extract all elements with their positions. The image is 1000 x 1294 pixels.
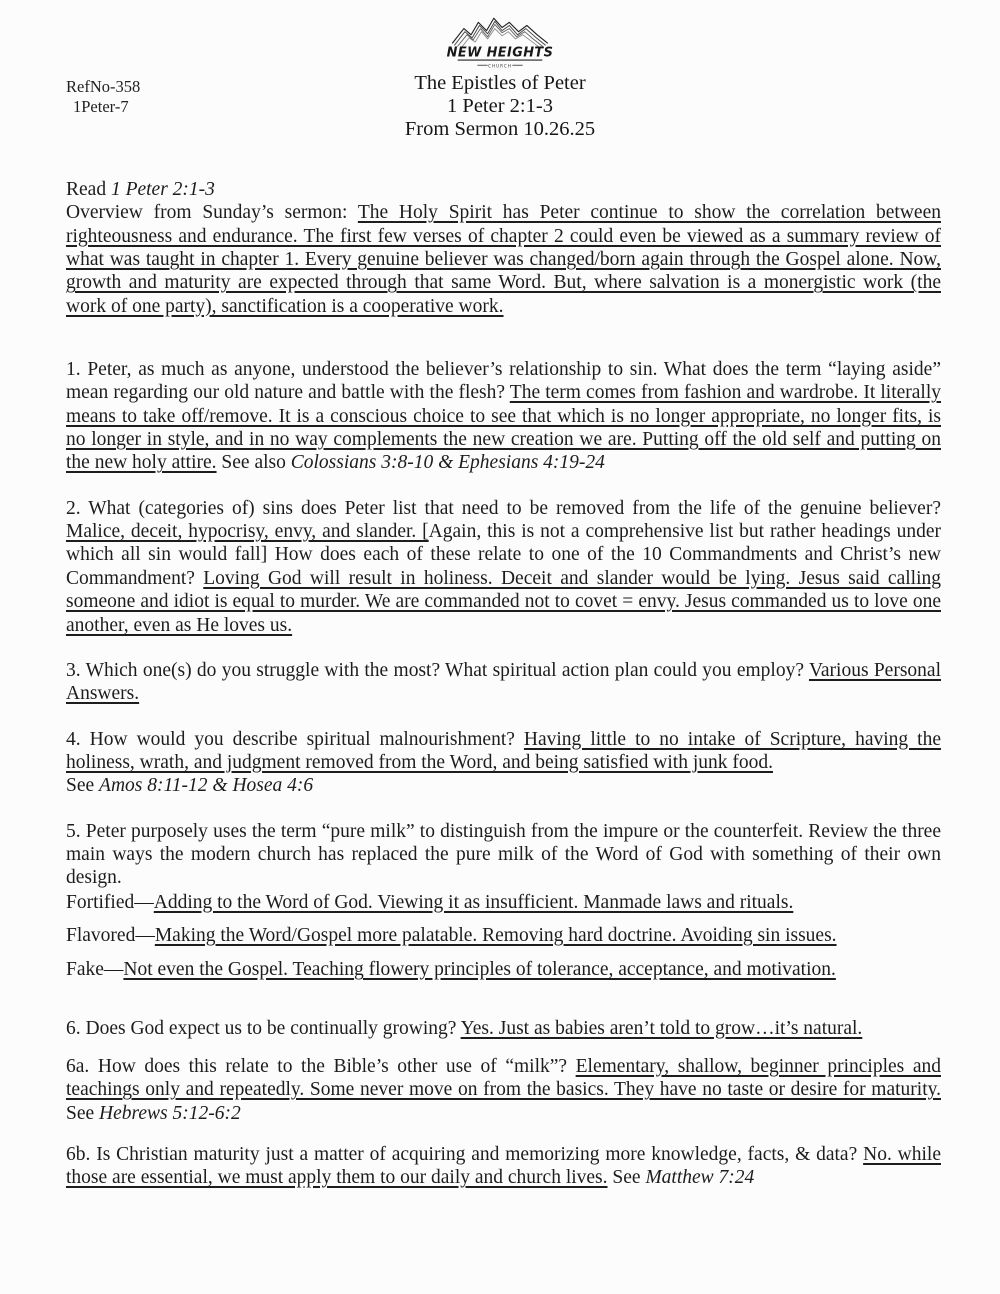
text-run: Yes. Just as babies aren’t told to grow…it’s natural. — [460, 1017, 863, 1039]
text-run: Flavored— — [66, 924, 155, 946]
text-run: Fortified— — [66, 891, 154, 913]
text-run: See — [66, 1102, 100, 1124]
question-6 — [66, 1017, 941, 1040]
text-run: Read — [66, 179, 111, 200]
text-run: The Holy Spirit has Peter continue to show the correlation between righteousness and endurance. The first few verses of chapter 2 could even be viewed as a summary review of what was taught in chapter 1. Every genuine believer was changed/born again through the Gospel alone. Now, growth and maturity are expected through that same Word. But, where salvation is a monergistic work (the work of one party), sanctification is a cooperative work. — [66, 202, 941, 317]
question-3 — [66, 659, 941, 706]
answer-fake — [66, 958, 941, 981]
document-title — [0, 72, 1000, 141]
overview-paragraph — [66, 201, 941, 318]
logo-wordmark: NEW HEIGHTS — [446, 45, 554, 61]
text-run: 6. Does God expect us to be continually growing? — [66, 1017, 461, 1039]
text-run: See — [66, 775, 100, 797]
question-2 — [66, 497, 941, 637]
text-run: Matthew 7:24 — [645, 1167, 755, 1189]
text-run: See — [607, 1167, 646, 1189]
ref-series: 1Peter-7 — [73, 97, 129, 116]
text-run: Having little to no intake of Scripture, having the holiness, wrath, and judgment removed from the Word, and being satisfied with junk food. — [66, 728, 941, 773]
question-5 — [66, 820, 941, 890]
text-run: 1. Peter, as much as anyone, understood the believer’s relationship to sin. What does the term “laying aside” mean regarding our old nature and battle with the flesh? — [66, 359, 941, 404]
text-run: Not even the Gospel. Teaching flowery principles of tolerance, acceptance, and motivation. — [123, 959, 836, 981]
document-body — [0, 141, 1000, 1190]
text-run: No. while those are essential, we must apply them to our daily and church lives. — [66, 1144, 941, 1189]
reference-number-block — [66, 77, 140, 117]
title-line-sermon-date: From Sermon 10.26.25 — [404, 118, 596, 140]
document-header — [0, 12, 1000, 141]
read-instruction — [66, 178, 941, 201]
text-run: The term comes from fashion and wardrobe. It literally means to take off/remove. It is a conscious choice to see that which is no longer appropriate, no longer fits, is no longer in style, and in no way complements the new creation we are. Putting off the old self and putting on the new holy attire. — [66, 382, 941, 474]
text-run: Overview from Sunday’s sermon: — [66, 202, 358, 224]
text-run: 5. Peter purposely uses the term “pure milk” to distinguish from the impure or the counterfeit. Review the three main ways the modern church has replaced the pure milk of the Word of God with something of their own design. — [66, 820, 941, 889]
answer-fortified — [66, 891, 941, 914]
new-heights-logo — [436, 12, 564, 72]
text-run: Fake— — [66, 959, 124, 981]
title-line-series: The Epistles of Peter — [414, 72, 586, 94]
text-run: Hebrews 5:12-6:2 — [99, 1102, 241, 1124]
text-run: 3. Which one(s) do you struggle with the most? What spiritual action plan could you employ? — [66, 659, 809, 681]
title-line-passage: 1 Peter 2:1-3 — [447, 95, 553, 117]
text-run: Adding to the Word of God. Viewing it as insufficient. Manmade laws and rituals. — [153, 891, 794, 913]
text-run: Making the Word/Gospel more palatable. Removing hard doctrine. Avoiding sin issues. — [154, 924, 837, 946]
question-6a — [66, 1055, 941, 1125]
text-run: 6b. Is Christian maturity just a matter of acquiring and memorizing more knowledge, facts, & data? — [66, 1144, 864, 1165]
question-1 — [66, 358, 941, 475]
text-run: 1 Peter 2:1-3 — [110, 179, 215, 200]
answer-flavored — [66, 924, 941, 947]
text-run: Various Personal Answers. — [66, 659, 941, 705]
logo-subtext: CHURCH — [488, 63, 512, 69]
text-run: Malice, deceit, hypocrisy, envy, and slander. [ — [66, 521, 429, 543]
text-run: See also — [216, 452, 291, 474]
text-run: Loving God will result in holiness. Deceit and slander would be lying. Jesus said calling someone and idiot is equal to murder. We are commanded not to covet = envy. Jesus commanded us to love one another, even as He loves us. — [66, 567, 941, 636]
text-run: Colossians 3:8-10 & Ephesians 4:19-24 — [290, 452, 605, 474]
text-run: 6a. How does this relate to the Bible’s other use of “milk”? — [66, 1055, 576, 1077]
ref-number: RefNo-358 — [66, 77, 141, 96]
text-run: Elementary, shallow, beginner principles and teachings only and repeatedly. Some never move on from the basics. They have no taste or desire for maturity. — [66, 1055, 941, 1101]
text-run: Amos 8:11-12 & Hosea 4:6 — [99, 775, 314, 797]
mountain-ridge-icon — [453, 18, 548, 47]
text-run: 4. How would you describe spiritual malnourishment? — [66, 728, 524, 750]
text-run: Again, this is not a comprehensive list but rather headings under which all sin would fall] How does each of these relate to one of the 10 Commandments and Christ’s new Commandment? — [66, 521, 941, 589]
question-4 — [66, 728, 941, 798]
text-run: 2. What (categories of) sins does Peter list that need to be removed from the life of the genuine believer? — [66, 497, 941, 519]
question-6b — [66, 1143, 941, 1190]
